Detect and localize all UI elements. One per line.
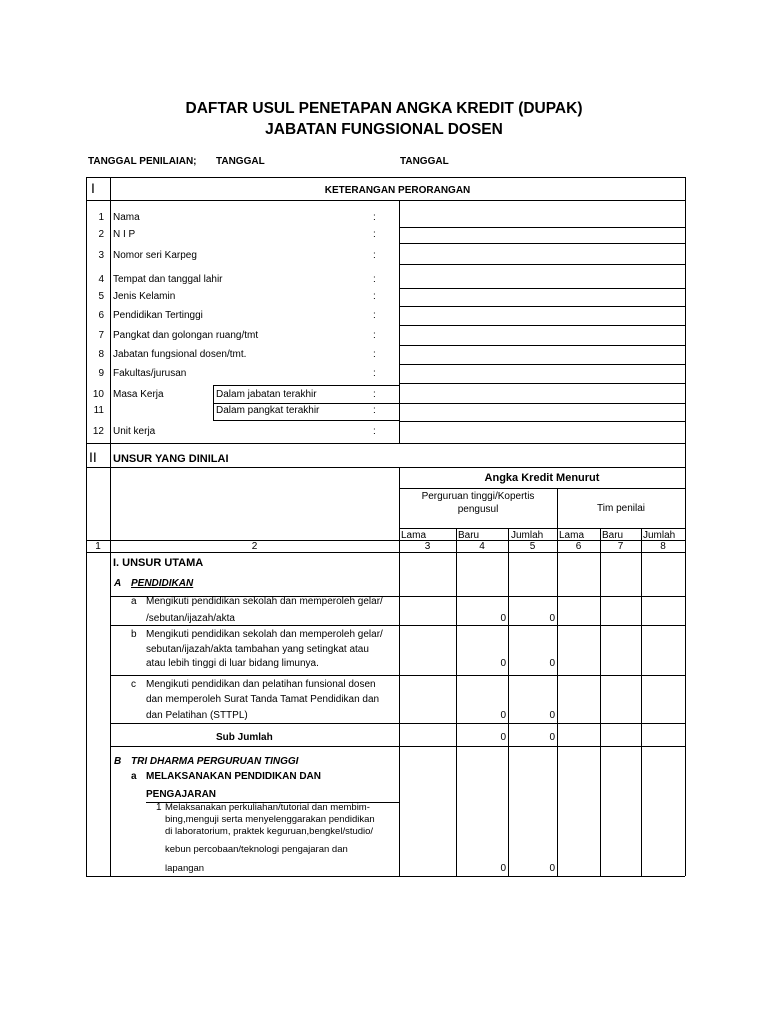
tanggal-label-1: TANGGAL xyxy=(216,156,265,167)
item-c-baru-value: 0 xyxy=(500,710,506,721)
col-jumlah-1: Jumlah xyxy=(511,530,544,541)
item-c-line3: dan Pelatihan (STTPL) xyxy=(146,710,248,721)
item-a-jumlah-value: 0 xyxy=(549,613,555,624)
sub-jumlah-baru-value: 0 xyxy=(500,732,506,743)
col-num-5: 5 xyxy=(529,541,536,552)
item-c-line2: dan memperoleh Surat Tanda Tamat Pendidikan dan xyxy=(146,694,380,705)
section-b-title: TRI DHARMA PERGURUAN TINGGI xyxy=(131,756,299,767)
section2-title: UNSUR YANG DINILAI xyxy=(113,453,229,465)
field-pendidikan-label: Pendidikan Tertinggi xyxy=(113,310,203,321)
tanggal-penilaian-label: TANGGAL PENILAIAN; xyxy=(88,156,197,167)
item-b-baru-value: 0 xyxy=(500,658,506,669)
item-a-line1: Mengikuti pendidikan sekolah dan memperoleh gelar/ xyxy=(146,596,383,607)
item-c-jumlah-value: 0 xyxy=(549,710,555,721)
item-c-line1: Mengikuti pendidikan dan pelatihan funsional dosen xyxy=(146,679,376,690)
col-num-6: 6 xyxy=(575,541,582,552)
pt-header-line2: pengusul xyxy=(457,504,499,515)
item-1-line5: lapangan xyxy=(165,863,205,874)
nama-value-cell[interactable] xyxy=(400,201,684,226)
col-lama-1: Lama xyxy=(401,530,427,541)
tanggal-label-2: TANGGAL xyxy=(400,156,449,167)
item-1-jumlah-value: 0 xyxy=(549,863,555,874)
section-b-letter: B xyxy=(114,756,122,767)
field-fakultas-label: Fakultas/jurusan xyxy=(113,368,187,379)
field-nip-label: N I P xyxy=(113,229,136,240)
item-a-baru-value: 0 xyxy=(500,613,506,624)
nip-value-cell[interactable] xyxy=(400,228,684,242)
item-1-line2: bing,menguji serta menyelenggarakan pendidikan xyxy=(165,814,375,825)
section-ba-line1: MELAKSANAKAN PENDIDIKAN DAN xyxy=(146,771,321,782)
sub-jumlah-label: Sub Jumlah xyxy=(216,732,273,743)
item-1-baru-value: 0 xyxy=(500,863,506,874)
item-c-letter: c xyxy=(131,679,136,690)
item-b-line3: atau lebih tinggi di luar bidang limunya. xyxy=(146,658,319,669)
field-jenis-kelamin-label: Jenis Kelamin xyxy=(113,291,176,302)
col-num-4: 4 xyxy=(479,541,485,552)
field-jabatan-label: Jabatan fungsional dosen/tmt. xyxy=(113,349,247,360)
section-ba-line2: PENGAJARAN xyxy=(146,789,217,800)
field-unit-kerja-label: Unit kerja xyxy=(113,426,156,437)
section-ba-letter: a xyxy=(131,771,137,782)
field-ttl-label: Tempat dan tanggal lahir xyxy=(113,274,223,285)
col-lama-2: Lama xyxy=(559,530,585,541)
section1-title: KETERANGAN PERORANGAN xyxy=(324,185,471,196)
item-a-letter: a xyxy=(131,596,137,607)
col-jumlah-2: Jumlah xyxy=(643,530,676,541)
unsur-utama-heading: I. UNSUR UTAMA xyxy=(113,557,204,569)
item-1-line4: kebun percobaan/teknologi pengajaran dan xyxy=(165,844,348,855)
section1-roman: I xyxy=(91,180,95,196)
section2-roman: II xyxy=(89,449,97,465)
field-dalam-pangkat-label: Dalam pangkat terakhir xyxy=(216,405,320,416)
page-title: DAFTAR USUL PENETAPAN ANGKA KREDIT (DUPAK) xyxy=(185,100,583,117)
item-1-line1: Melaksanakan perkuliahan/tutorial dan membim- xyxy=(165,802,370,813)
section-a-letter: A xyxy=(114,578,122,589)
field-masa-kerja-label: Masa Kerja xyxy=(113,389,164,400)
page-subtitle: JABATAN FUNGSIONAL DOSEN xyxy=(265,121,503,138)
item-b-line2: sebutan/ijazah/akta tambahan yang setingkat atau xyxy=(146,644,369,655)
col-num-7: 7 xyxy=(617,541,624,552)
col-baru-1: Baru xyxy=(458,530,480,541)
field-karpeg-label: Nomor seri Karpeg xyxy=(113,250,197,261)
item-b-jumlah-value: 0 xyxy=(549,658,555,669)
col-num-2: 2 xyxy=(251,541,258,552)
col-baru-2: Baru xyxy=(602,530,624,541)
field-nama-label: Nama xyxy=(113,212,140,223)
item-1-line3: di laboratorium, praktek keguruan,bengkel/studio/ xyxy=(165,826,374,837)
item-b-line1: Mengikuti pendidikan sekolah dan memperoleh gelar/ xyxy=(146,629,383,640)
item-a-line2: /sebutan/ijazah/akta xyxy=(146,613,235,624)
col-num-1: 1 xyxy=(95,541,101,552)
section-a-title: PENDIDIKAN xyxy=(131,578,194,589)
tim-penilai-header: Tim penilai xyxy=(597,503,645,514)
angka-kredit-header: Angka Kredit Menurut xyxy=(484,472,600,484)
col-num-3: 3 xyxy=(424,541,431,552)
field-dalam-jabatan-label: Dalam jabatan terakhir xyxy=(216,389,317,400)
item-b-letter: b xyxy=(131,629,137,640)
field-pangkat-label: Pangkat dan golongan ruang/tmt xyxy=(113,330,259,341)
col-num-8: 8 xyxy=(660,541,666,552)
item-1-no: 1 xyxy=(156,802,162,813)
sub-jumlah-jumlah-value: 0 xyxy=(549,732,555,743)
pt-header-line1: Perguruan tinggi/Kopertis xyxy=(421,491,535,502)
